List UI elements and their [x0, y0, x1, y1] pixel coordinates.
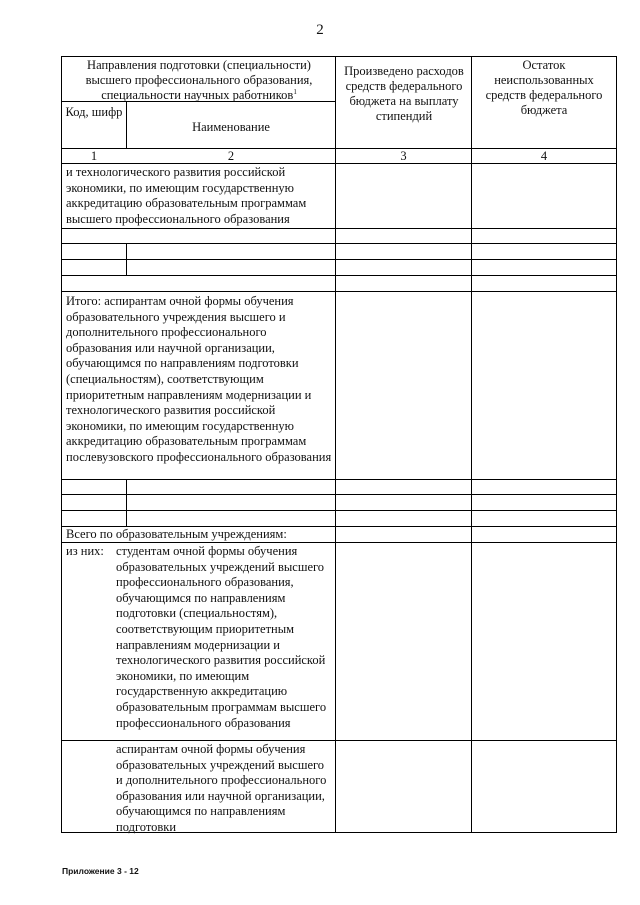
header-name: Наименование	[192, 120, 270, 134]
col-number-3: 3	[400, 149, 407, 163]
of-which-label: из них:	[66, 544, 104, 558]
grand-total-text: Всего по образовательным учреждениям:	[66, 527, 287, 541]
header-spent: Произведено расходов средств федерального бюджета на выплату стипендий	[344, 64, 464, 123]
col-number-1: 1	[90, 149, 98, 163]
footer-annex: Приложение 3 - 12	[62, 866, 139, 876]
col-number-4: 4	[540, 149, 548, 163]
total-postgrad-text: Итого: аспирантам очной формы обучения образовательного учреждения высшего и дополнительного профессионального образования или научной организации, обучающимся по направлениям подготовки (специальностям), соответствующим приоритетным направлениям модернизации и технологического развития российской экономики, по имеющим государственную аккредитацию образовательным программам послевузовского профессионального образования	[66, 294, 332, 464]
header-directions: Направления подготовки (специальности) высшего профессионального образования, специальности научных работников$^1$	[85, 58, 313, 102]
of-which-postgrad-text: аспирантам очной формы обучения образовательных учреждений высшего и дополнительного профессионального образования или научной организации, обучающимся по направлениям подготовки	[116, 742, 327, 834]
header-remaining: Остаток неиспользованных средств федерального бюджета	[485, 58, 603, 117]
continuation-text: и технологического развития российской экономики, по имеющим государственную аккредитацию образовательным программам высшего профессионального образования	[66, 165, 307, 226]
page-number: 2	[316, 22, 324, 38]
of-which-students-text: студентам очной формы обучения образовательных учреждений высшего профессионального образования, обучающимся по направлениям подготовки (специальностям), соответствующим приоритетным направлениям модернизации и технологического развития российской экономики, по имеющим государственную аккредитацию образовательным программам высшего профессионального образования	[116, 544, 327, 730]
header-code: Код, шифр	[65, 105, 123, 119]
col-number-2: 2	[227, 149, 235, 163]
